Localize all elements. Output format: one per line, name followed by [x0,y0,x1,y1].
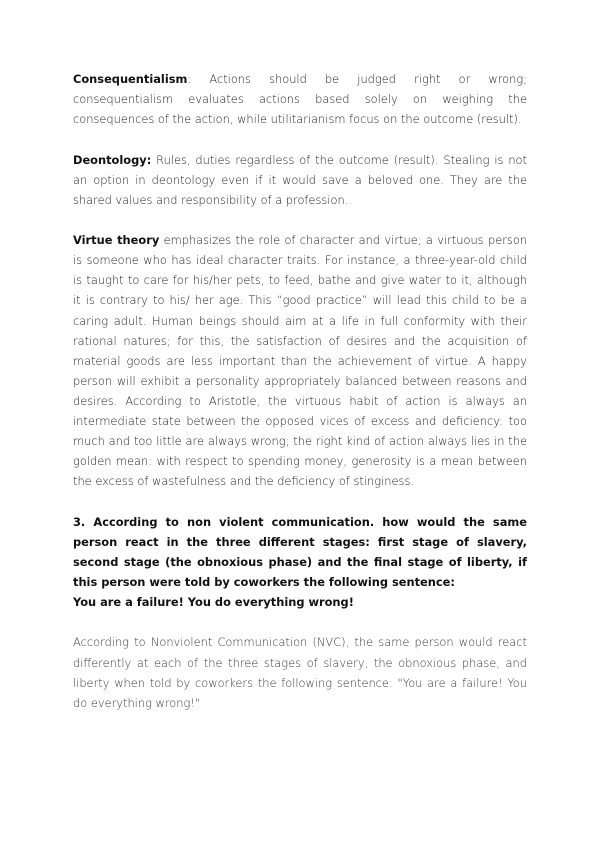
consequentialism-text: : Actions should be judged right or wrong; consequentialism evaluates actions based solely on weighing the consequences of the action, while utilitarianism focus on the outcome (result). [73,72,527,127]
question-prompt: 3. According to non violent communication. how would the same person react in the three different stages: first stage of slavery, second stage (the obnoxious phase) and the final stage of liberty, if this person were told by coworkers the following sentence: [73,514,527,589]
deontology-term: Deontology: [73,152,152,167]
deontology-paragraph [73,150,527,210]
answer-paragraph: According to Nonviolent Communication (NVC), the same person would react differently at each of the three stages of slavery, the obnoxious phase, and liberty when told by coworkers the following sentence: "You are a failure! You do everything wrong!" [73,635,527,710]
consequentialism-term: Consequentialism [73,72,188,86]
question-paragraph [73,512,527,612]
deontology-text: Rules, duties regardless of the outcome (result). Stealing is not an option in deontology even if it would save a beloved one. They are the shared values and responsibility of a profession. [73,152,527,207]
virtue-theory-text: emphasizes the role of character and virtue; a virtuous person is someone who has ideal character traits. For instance, a three-year-old child is taught to care for his/her pets, to feed, bathe and give water to it, although it is contrary to his/ her age. This “good practice” will lead this child to be a caring adult. Human beings should aim at a life in full conformity with their rational natures; for this, the satisfaction of desires and the acquisition of material goods are less important than the achievement of virtue. A happy person will exhibit a personality appropriately balanced between reasons and desires. According to Aristotle, the virtuous habit of action is always an intermediate state between the opposed vices of excess and deficiency: too much and too little are always wrong; the right kind of action always lies in the golden mean: with respect to spending money, generosity is a mean between the excess of wastefulness and the deficiency of stinginess. [73,233,528,489]
consequentialism-paragraph [73,69,527,129]
question-quote: You are a failure! You do everything wrong! [73,595,354,610]
virtue-theory-paragraph [73,230,527,491]
virtue-theory-term: Virtue theory [73,233,160,248]
